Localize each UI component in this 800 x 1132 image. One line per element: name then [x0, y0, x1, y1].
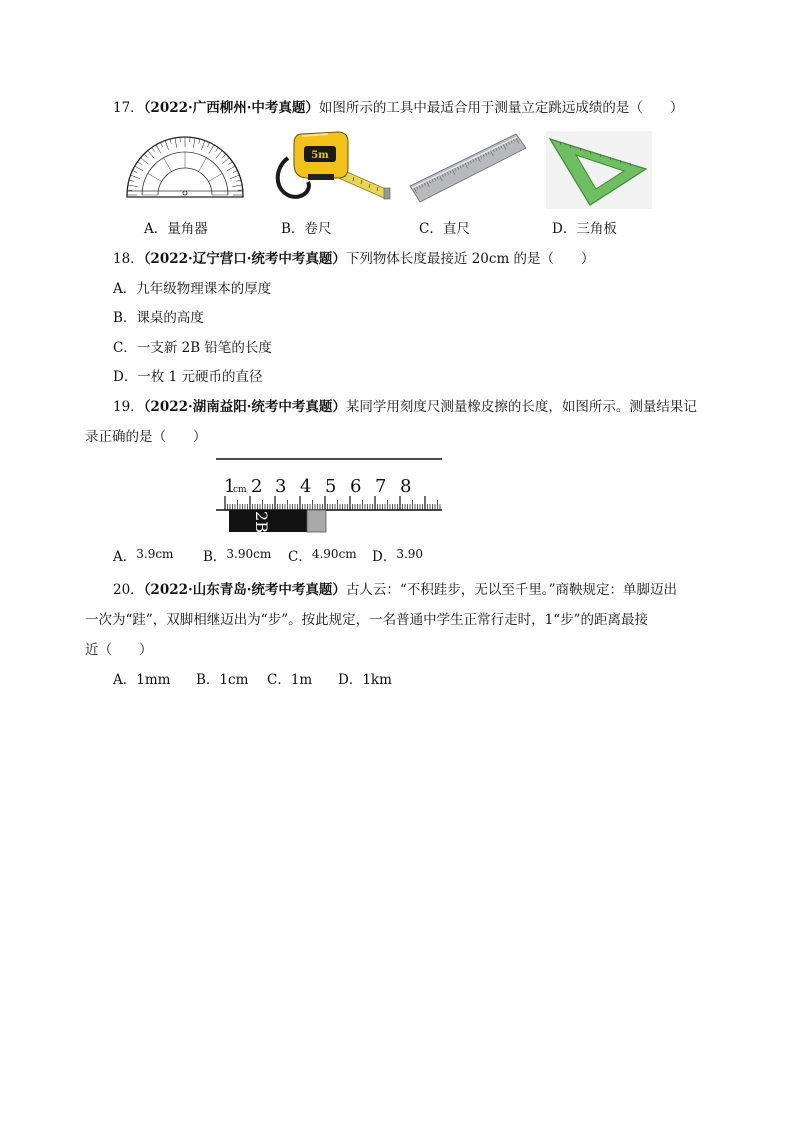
q19-option-a[interactable] [113, 547, 173, 567]
q19-number: 19． [113, 399, 144, 415]
q17-text: 如图所示的工具中最适合用于测量立定跳远成绩的是（ ） [318, 100, 684, 116]
q17-option-a[interactable]: A．量角器 [144, 221, 208, 237]
protractor-image [124, 133, 246, 199]
q19-option-b[interactable] [203, 547, 271, 567]
q19-option-c[interactable] [288, 547, 357, 567]
q19-stem-line2: 录正确的是（ ） [85, 429, 207, 445]
ruler-number-6: 6 [350, 476, 362, 497]
q17-option-d[interactable]: D．三角板 [552, 221, 617, 237]
q19-option-d-value: 3.90 [396, 547, 424, 561]
q20-stem-line1 [113, 580, 677, 600]
ruler-number-1: 1 [224, 476, 236, 497]
q20-text-1: 古人云：“不积跬步，无以至千里。”商鞅规定：单脚迈出 [345, 582, 677, 598]
q19-option-d[interactable] [372, 547, 423, 567]
eraser-label: 2B [252, 511, 271, 533]
q17-source: （2022·广西柳州·中考真题） [143, 100, 319, 116]
q20-option-c[interactable]: C．1m [267, 672, 313, 688]
ruler-eraser-figure [212, 454, 448, 536]
q17-number: 17． [113, 100, 144, 116]
q19-option-a-value: 3.9cm [136, 547, 174, 561]
q19-option-c-value: 4.90cm [311, 547, 357, 561]
q18-option-d[interactable]: D．一枚 1 元硬币的直径 [113, 369, 263, 385]
q18-text: 下列物体长度最接近 20cm 的是（ ） [345, 251, 595, 267]
set-square-image [546, 131, 652, 209]
q20-source: （2022·山东青岛·统考中考真题） [143, 582, 346, 598]
q19-option-b-letter: B． [203, 549, 227, 565]
q19-stem-line1 [113, 397, 697, 417]
ruler-unit: cm [233, 485, 247, 495]
q20-stem-line2: 一次为“跬”，双脚相继迈出为“步”。按此规定，一名普通中学生正常行走时，1“步”的距离最接 [85, 612, 648, 628]
q18-stem [113, 249, 595, 269]
q19-option-b-value: 3.90cm [226, 547, 272, 561]
steel-ruler-image [408, 128, 528, 206]
q18-option-a[interactable]: A．九年级物理课本的厚度 [113, 281, 272, 297]
ruler-number-3: 3 [275, 476, 287, 497]
q19-text: 某同学用刻度尺测量橡皮擦的长度，如图所示。测量结果记 [345, 399, 697, 415]
q19-option-a-letter: A． [113, 549, 137, 565]
q18-option-b[interactable]: B．课桌的高度 [113, 310, 204, 326]
q20-option-b[interactable]: B．1cm [196, 672, 249, 688]
eraser-sleeve [307, 510, 326, 532]
q20-number: 20． [113, 582, 144, 598]
q18-source: （2022·辽宁营口·统考中考真题） [143, 251, 346, 267]
tape-measure-image [268, 128, 392, 204]
q19-source: （2022·湖南益阳·统考中考真题） [143, 399, 346, 415]
ruler-number-4: 4 [300, 476, 312, 497]
q19-option-c-letter: C． [288, 549, 312, 565]
q18-option-c[interactable]: C．一支新 2B 铅笔的长度 [113, 340, 272, 356]
q18-number: 18． [113, 251, 144, 267]
ruler-number-2: 2 [251, 476, 263, 497]
q20-option-a[interactable]: A．1mm [113, 672, 171, 688]
ruler-number-7: 7 [375, 476, 387, 497]
q17-option-c[interactable]: C．直尺 [419, 221, 470, 237]
q17-option-b[interactable]: B．卷尺 [281, 221, 332, 237]
q20-option-d[interactable]: D．1km [338, 672, 392, 688]
q19-option-d-letter: D． [372, 549, 397, 565]
q17-stem [113, 98, 683, 118]
q20-stem-line3: 近（ ） [85, 642, 153, 658]
tape-logo: 5m [311, 150, 329, 161]
ruler-number-8: 8 [400, 476, 412, 497]
ruler-number-5: 5 [325, 476, 337, 497]
